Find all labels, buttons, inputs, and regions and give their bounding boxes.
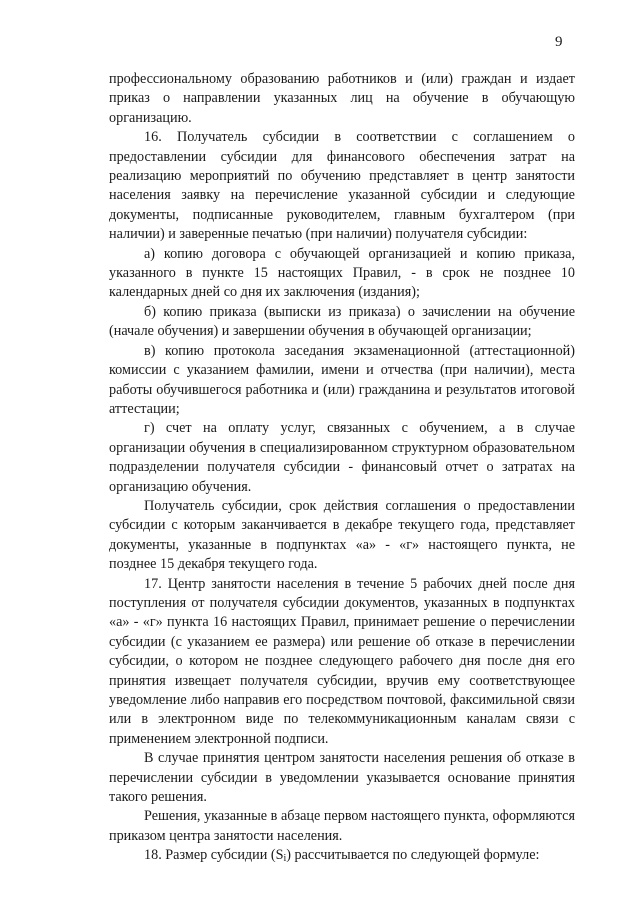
paragraph-decisions-order: Решения, указанные в абзаце первом настоящего пункта, оформляются приказом центра занятости населения. xyxy=(109,808,575,844)
paragraph-subitem-b: б) копию приказа (выписки из приказа) о зачислении на обучение (начале обучения) и завершении обучения в обучающей организации; xyxy=(109,303,575,340)
formula-intro-text: 18. Размер субсидии (S xyxy=(144,847,284,864)
paragraph-item-18 xyxy=(109,846,575,865)
formula-intro-tail: ) рассчитывается по следующей формуле: xyxy=(286,847,540,864)
paragraph-continuation: профессиональному образованию работников и (или) граждан и издает приказ о направлении указанных лиц на обучение в обучающую организацию. xyxy=(109,71,575,126)
paragraph-december-deadline: Получатель субсидии, срок действия соглашения о предоставлении субсидии с которым заканчивается в декабре текущего года, представляет документы, указанные в подпунктах «а» - «г» настоящего пункта, не позднее 15 декабря текущего года. xyxy=(109,497,575,573)
paragraph-subitem-a: а) копию договора с обучающей организацией и копию приказа, указанного в пункте 15 настоящих Правил, - в срок не позднее 10 календарных дней со дня их заключения (издания); xyxy=(109,245,575,301)
paragraph-subitem-v: в) копию протокола заседания экзаменационной (аттестационной) комиссии с указанием фамилии, имени и отчества (при наличии), места работы обучившегося работника и (или) гражданина и результатов итоговой аттестации; xyxy=(109,342,575,417)
paragraph-refusal-notice: В случае принятия центром занятости населения решения об отказе в перечислении субсидии в уведомлении указывается основание принятия такого решения. xyxy=(109,750,575,806)
paragraph-item-17: 17. Центр занятости населения в течение 5 рабочих дней после дня поступления от получателя субсидии документов, указанных в подпунктах «а» - «г» пункта 16 настоящих Правил, принимает решение о перечислении субсидии (с указанием ее размера) или решение об отказе в перечислении субсидии, о котором не позднее следующего рабочего дня после дня его принятия извещает получателя субсидии, вручив ему соответствующее уведомление либо направив его посредством почтовой, факсимильной связи или в электронном виде по телекоммуникационным каналам связи с применением электронной подписи. xyxy=(109,575,575,747)
paragraph-item-16: 16. Получатель субсидии в соответствии с соглашением о предоставлении субсидии для финансового обеспечения затрат на реализацию мероприятий по обучению представляет в центр занятости населения заявку на перечисление указанной субсидии и следующие документы, подписанные руководителем, главным бухгалтером (при наличии) и заверенные печатью (при наличии) получателя субсидии: xyxy=(109,129,575,243)
subscript-index: i xyxy=(283,853,287,865)
page-number: 9 xyxy=(555,34,563,50)
paragraph-subitem-g: г) счет на оплату услуг, связанных с обучением, а в случае организации обучения в специализированном структурном образовательном подразделении получателя субсидии - финансовый отчет о затратах на организацию обучения. xyxy=(109,420,575,495)
document-body xyxy=(109,70,575,866)
